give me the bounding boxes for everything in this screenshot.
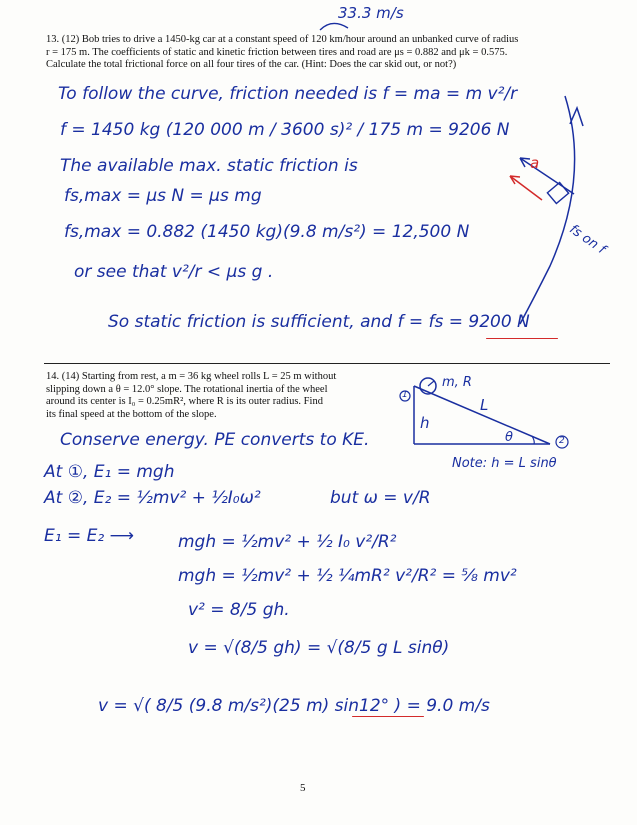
page-number: 5 [300,782,306,794]
p13-conclusion: So static friction is sufficient, and f = fs = 9200 N [108,312,530,332]
road-curve [520,96,575,324]
accel-arrow [510,176,542,200]
p14-work-line-6: mgh = ½mv² + ½ I₀ v²/R² [178,532,397,552]
answer-underline [486,338,558,339]
friction-arrow [520,158,574,194]
problem-13-line-2: r = 175 m. The coefficients of static and kinetic friction between tires and road are μs = 0.882 and μk = 0.575. [46,46,508,58]
angle-label: θ [505,430,513,445]
problem-14-line-4: its final speed at the bottom of the slope. [46,408,217,420]
p14-answer-underline [352,716,424,717]
car-box [547,182,568,203]
p13-work-line-2: f = 1450 kg (120 000 m / 3600 s)² / 175 m = 9206 N [60,120,510,140]
problem-14-statement [46,371,376,421]
speed-annotation-arc [318,20,358,32]
friction-label: fs on f [566,222,609,258]
p13-work-line-6: or see that v²/r < μs g . [74,262,274,282]
p14-omega-relation: but ω = v/R [330,488,431,508]
p14-work-line-7: mgh = ½mv² + ½ ¼mR² v²/R² = ⅝ mv² [178,566,517,586]
p13-work-line-5: fs,max = 0.882 (1450 kg)(9.8 m/s²) = 12,500 N [64,222,470,242]
problem-divider [44,363,610,364]
speed-annotation: 33.3 m/s [338,4,404,22]
point-1-label: 1 [402,390,408,400]
p14-final-answer: v = √( 8/5 (9.8 m/s²)(25 m) sin12° ) = 9.0 m/s [98,696,490,716]
p14-work-line-8: v² = 8/5 gh. [188,600,290,620]
problem-13-statement [46,34,616,72]
problem-13-line-1: 13. (12) Bob tries to drive a 1450-kg car at a constant speed of 120 km/hour around an unbanked curve of radius [46,34,519,45]
p14-work-line-3: At ②, E₂ = ½mv² + ½I₀ω² [44,488,261,508]
mass-radius-label: m, R [442,375,472,390]
p13-work-line-3: The available max. static friction is [60,156,358,176]
length-label: L [480,396,489,414]
wheel-radius [428,381,434,386]
p14-work-line-5: E₁ = E₂ ⟶ [44,526,134,546]
point-2-label: 2 [559,436,565,446]
p14-work-line-1: Conserve energy. PE converts to KE. [60,430,370,450]
problem-14-line-1: 14. (14) Starting from rest, a m = 36 kg wheel rolls L = 25 m without [46,371,337,382]
height-label: h [420,414,430,432]
p13-work-line-4: fs,max = μs N = μs mg [64,186,262,206]
problem-14-line-3: around its center is I₀ = 0.25mR², where R is its outer radius. Find [46,396,323,408]
problem-14-line-2: slipping down a θ = 12.0° slope. The rotational inertia of the wheel [46,383,328,395]
accel-label: a [530,154,540,172]
problem-13-line-3: Calculate the total frictional force on all four tires of the car. (Hint: Does the car skid out, or not?) [46,59,457,71]
p14-work-line-2: At ①, E₁ = mgh [44,462,175,482]
note-label: Note: h = L sinθ [452,456,557,471]
curve-diagram [480,96,620,326]
incline-diagram [400,372,600,452]
p13-work-line-1: To follow the curve, friction needed is f = ma = m v²/r [58,84,518,104]
p14-work-line-9: v = √(8/5 gh) = √(8/5 g L sinθ) [188,638,450,658]
incline-surface [414,386,550,444]
